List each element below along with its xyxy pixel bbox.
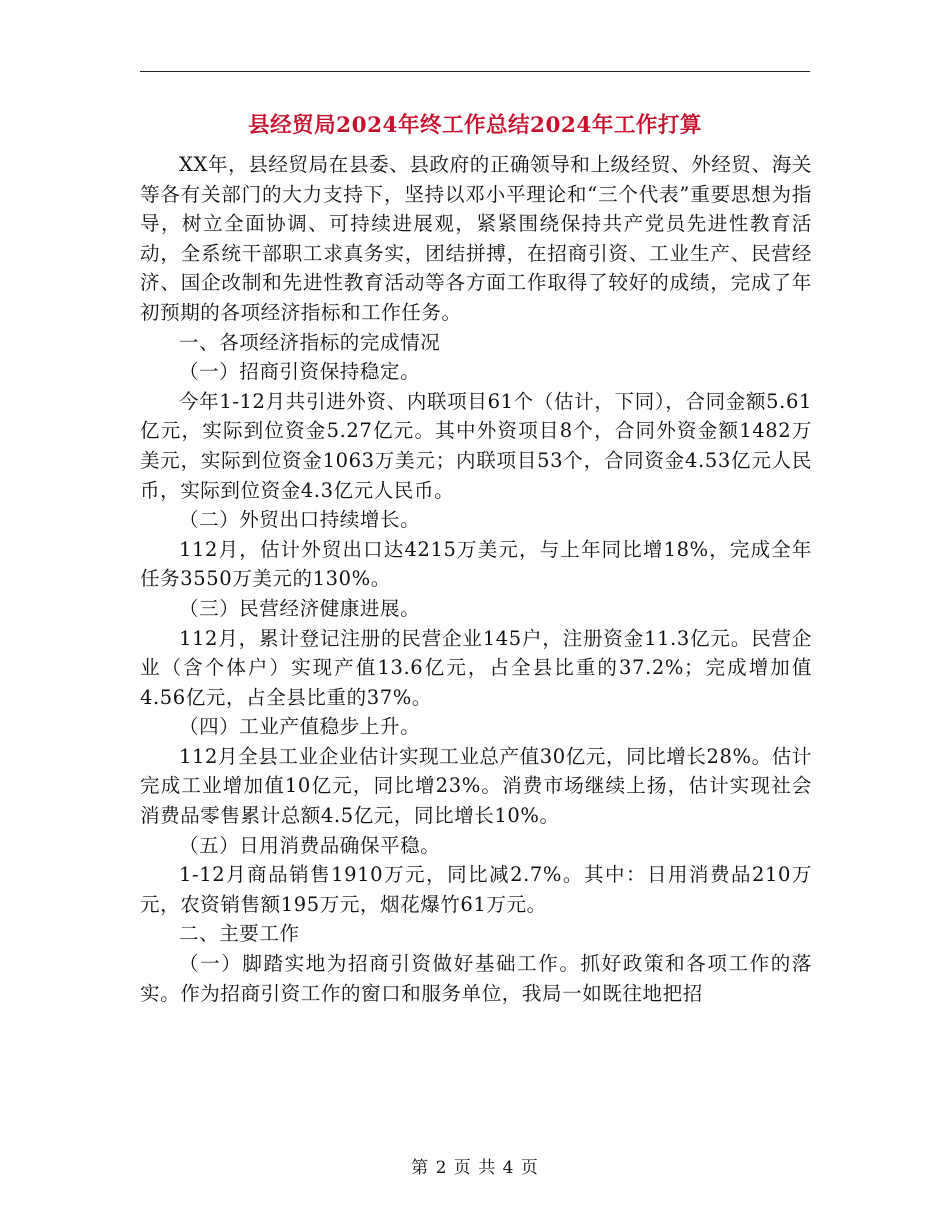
paragraph: 1-12月商品销售1910万元，同比减2.7%。其中：日用消费品210万元，农资销售额195万元，烟花爆竹61万元。 xyxy=(140,863,812,916)
subsection-heading: （二）外贸出口持续增长。 xyxy=(179,508,421,532)
paragraph: 112月，估计外贸出口达4215万美元，与上年同比增18%，完成全年任务3550万美元的130%。 xyxy=(140,537,812,591)
paragraph: 112月，累计登记注册的民营企业145户，注册资金11.3亿元。民营企业（含个体户）实现产值13.6亿元，占全县比重的37.2%；完成增加值4.56亿元，占全县比重的37%。 xyxy=(140,626,812,709)
paragraph: （一）脚踏实地为招商引资做好基础工作。抓好政策和各项工作的落实。作为招商引资工作的窗口和服务单位，我局一如既往地把招 xyxy=(140,952,812,1005)
subsection-heading: （一）招商引资保持稳定。 xyxy=(179,360,421,384)
section-heading: 一、各项经济指标的完成情况 xyxy=(179,330,441,354)
header-rule xyxy=(140,71,810,72)
paragraph: 112月全县工业企业估计实现工业总产值30亿元，同比增长28%。估计完成工业增加值10亿元，同比增23%。消费市场继续上扬，估计实现社会消费品零售累计总额4.5亿元，同比增长10%。 xyxy=(140,744,812,828)
page-number: 第 2 页 共 4 页 xyxy=(411,1158,539,1178)
document-body xyxy=(140,150,812,1008)
section-heading: 二、主要工作 xyxy=(179,922,300,946)
subsection-heading: （四）工业产值稳步上升。 xyxy=(179,715,421,739)
paragraph-intro: XX年，县经贸局在县委、县政府的正确领导和上级经贸、外经贸、海关等各有关部门的大力支持下，坚持以邓小平理论和“三个代表”重要思想为指导，树立全面协调、可持续进展观，紧紧围绕保持共产党员先进性教育活动，全系统干部职工求真务实，团结拼搏，在招商引资、工业生产、民营经济、国企改制和先进性教育活动等各方面工作取得了较好的成绩，完成了年初预期的各项经济指标和工作任务。 xyxy=(140,153,812,324)
paragraph: 今年1-12月共引进外资、内联项目61个（估计，下同），合同金额5.61亿元，实际到位资金5.27亿元。其中外资项目8个，合同外资金额1482万美元，实际到位资金1063万美元；内联项目53个，合同资金4.53亿元人民币，实际到位资金4.3亿元人民币。 xyxy=(140,389,812,502)
document-title: 县经贸局2024年终工作总结2024年工作打算 xyxy=(248,113,702,138)
subsection-heading: （五）日用消费品确保平稳。 xyxy=(179,833,441,857)
subsection-heading: （三）民营经济健康进展。 xyxy=(179,596,421,620)
